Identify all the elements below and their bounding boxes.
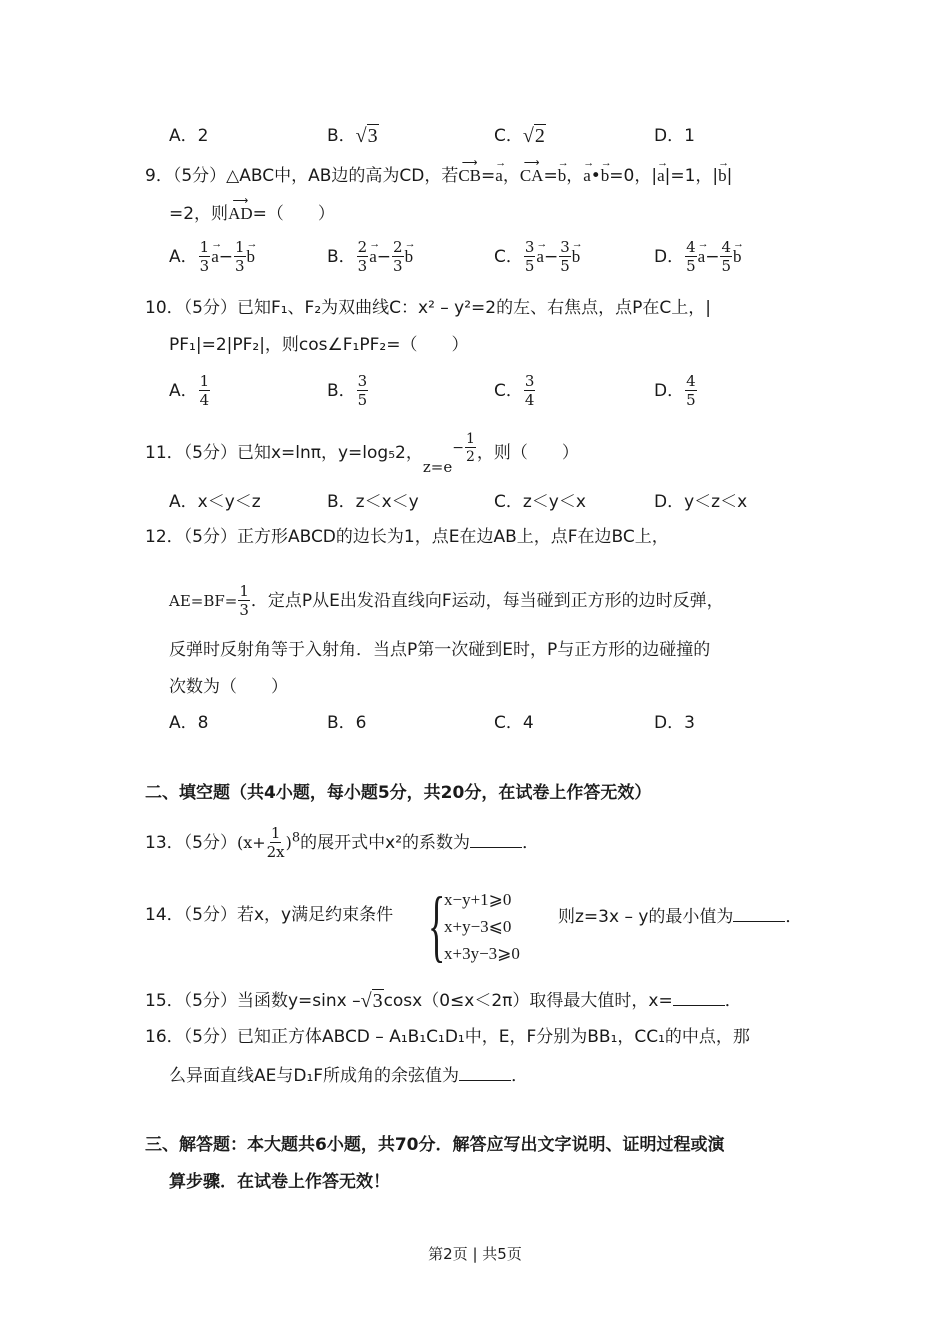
sqrt-three: √ 3 (360, 990, 383, 1012)
q16-end: ． (511, 1066, 529, 1086)
q14-text: 则z=3x – y的最小值为 (558, 907, 734, 927)
q11-text: ，则（ ） (476, 443, 579, 463)
q9-text: △ABC中，AB边的高为CD，若 (226, 166, 459, 186)
q13-close: ) (285, 833, 292, 852)
vector-ad: ⟶ AD (228, 195, 253, 223)
q15-text: 15．（5分）当函数y=sinx – (145, 991, 361, 1011)
q11-option-b: B．z＜x＜y (327, 492, 419, 512)
q14-prefix: 14．（5分）若x，y满足约束条件 (145, 905, 394, 925)
q9-option-c: C． $\frac{3}{5}$ → a− $\frac{3}{5}$ → b (494, 238, 583, 275)
q8-option-d: D．1 (654, 126, 695, 146)
q13-text: 的展开式中x²的系数为 (300, 833, 471, 853)
vector-b: → b (557, 157, 569, 185)
page-footer: 第2页 | 共5页 (428, 1245, 522, 1263)
q13-end: ． (522, 833, 540, 853)
q16-line1: 16．（5分）已知正方体ABCD – A₁B₁C₁D₁中，E，F分别为BB₁，CC₁的中点，那 (145, 1027, 750, 1047)
q8-option-b-label: B． (327, 126, 356, 146)
q15-text: cosx（0≤x＜2π）取得最大值时，x= (383, 991, 673, 1011)
q8-option-c-label: C． (494, 126, 523, 146)
sqrt-two: √ 2 (522, 125, 545, 147)
sqrt-three: √ 3 (355, 125, 378, 147)
q9-line2 (169, 195, 335, 226)
q10-line2: PF₁|=2|PF₂|，则cos∠F₁PF₂=（ ） (169, 335, 469, 355)
q12-option-a: A．8 (169, 713, 209, 733)
q9-option-d: D． $\frac{4}{5}$ → a− $\frac{4}{5}$ → b (654, 238, 744, 275)
q9-text: =2，则 (169, 204, 229, 224)
q12-option-b: B．6 (327, 713, 367, 733)
sqrt-radicand: 3 (372, 990, 383, 1012)
section-3-heading-cont: 算步骤．在试卷上作答无效！ (169, 1172, 390, 1192)
q9-text: =（ ） (252, 204, 335, 224)
vector-b: → b (600, 157, 612, 185)
q11-option-c: C．z＜y＜x (494, 492, 586, 512)
sqrt-radicand: 3 (367, 125, 378, 147)
answer-blank (459, 1062, 511, 1081)
q11-line1 (145, 431, 579, 476)
answer-blank (733, 903, 785, 922)
q9-text: |=1，| (664, 166, 719, 186)
q15-line (145, 987, 742, 1013)
q11-text: 11．（5分）已知x=lnπ，y=log₅2， (145, 443, 423, 463)
q9-option-a: A． $\frac{1}{3}$ → a− $\frac{1}{3}$ → b (169, 238, 258, 275)
vector-ca: ⟶ CA (519, 157, 544, 185)
vector-a: → a (583, 157, 595, 185)
q10-option-b: B． $\frac{3}{5}$ (327, 372, 368, 409)
q13-open: (x+ (236, 833, 266, 852)
q14-constraints (444, 886, 520, 967)
q16-text: 么异面直线AE与D₁F所成角的余弦值为 (169, 1066, 460, 1086)
q12-line2: AE=BF= $\frac{1}{3}$ ．定点P从E出发沿直线向F运动，每当碰到正方形的边时反弹， (169, 582, 724, 619)
q9-line1: 9．（5分）△ABC中，AB边的高为CD，若 ⟶ CB= → a， ⟶ CA= → b， → a• → b=0，| → a|=1，| → b| (145, 157, 733, 186)
q12-text: ．定点P从E出发沿直线向F运动，每当碰到正方形的边时反弹， (250, 591, 724, 611)
q14-constraint-2: x+y−3⩽0 (444, 917, 512, 936)
q8-option-b (327, 124, 379, 148)
q13-prefix: 13．（5分） (145, 833, 237, 853)
q12-option-c: C．4 (494, 713, 534, 733)
q9-prefix: 9．（5分） (145, 166, 227, 186)
q14-end: ． (785, 907, 803, 927)
q16-line2 (169, 1062, 528, 1088)
q15-end: ． (724, 991, 742, 1011)
q14-constraint-1: x−y+1⩾0 (444, 890, 512, 909)
q10-option-c: C． $\frac{3}{4}$ (494, 372, 535, 409)
q8-option-c (494, 124, 546, 148)
section-3-heading: 三、解答题：本大题共6小题，共70分．解答应写出文字说明、证明过程或演 (145, 1135, 725, 1155)
vector-cb: ⟶ CB (458, 157, 482, 185)
q9-text: | (726, 166, 733, 186)
q10-line1: 10．（5分）已知F₁、F₂为双曲线C：x² – y²=2的左、右焦点，点P在C上，| (145, 298, 711, 318)
q12-line3: 反弹时反射角等于入射角．当点P第一次碰到E时，P与正方形的边碰撞的 (169, 640, 711, 660)
sqrt-radicand: 2 (534, 125, 545, 147)
q12-option-d: D．3 (654, 713, 695, 733)
q11-option-d: D．y＜z＜x (654, 492, 748, 512)
q11-option-a: A．x＜y＜z (169, 492, 261, 512)
q14-tail (558, 903, 802, 929)
q14-constraint-3: x+3y−3⩾0 (444, 944, 520, 963)
q8-option-a: A．2 (169, 126, 209, 146)
answer-blank (470, 829, 522, 848)
q11-z: z=e (422, 458, 453, 476)
vector-a: → a (495, 157, 507, 185)
q11-exponent: − $\frac{1}{2}$ (452, 431, 475, 465)
left-brace: { (428, 882, 446, 970)
answer-blank (673, 987, 725, 1006)
q13-power: 8 (291, 830, 301, 846)
q13-line: 13．（5分）(x+ $\frac{1}{2x}$ )$^8$的展开式中x²的系数为 ． (145, 824, 540, 861)
vector-a: → a (657, 157, 669, 185)
section-2-heading: 二、填空题（共4小题，每小题5分，共20分，在试卷上作答无效） (145, 783, 652, 803)
q9-text: =0，| (609, 166, 658, 186)
q10-option-a: A． $\frac{1}{4}$ (169, 372, 210, 409)
vector-b: → b (718, 157, 730, 185)
q9-option-b: B． $\frac{2}{3}$ → a− $\frac{2}{3}$ → b (327, 238, 416, 275)
q10-option-d: D． $\frac{4}{5}$ (654, 372, 696, 409)
q12-ae: AE=BF= (169, 592, 238, 610)
q12-line4: 次数为（ ） (169, 677, 288, 697)
q12-line1: 12．（5分）正方形ABCD的边长为1，点E在边AB上，点F在边BC上， (145, 527, 669, 547)
